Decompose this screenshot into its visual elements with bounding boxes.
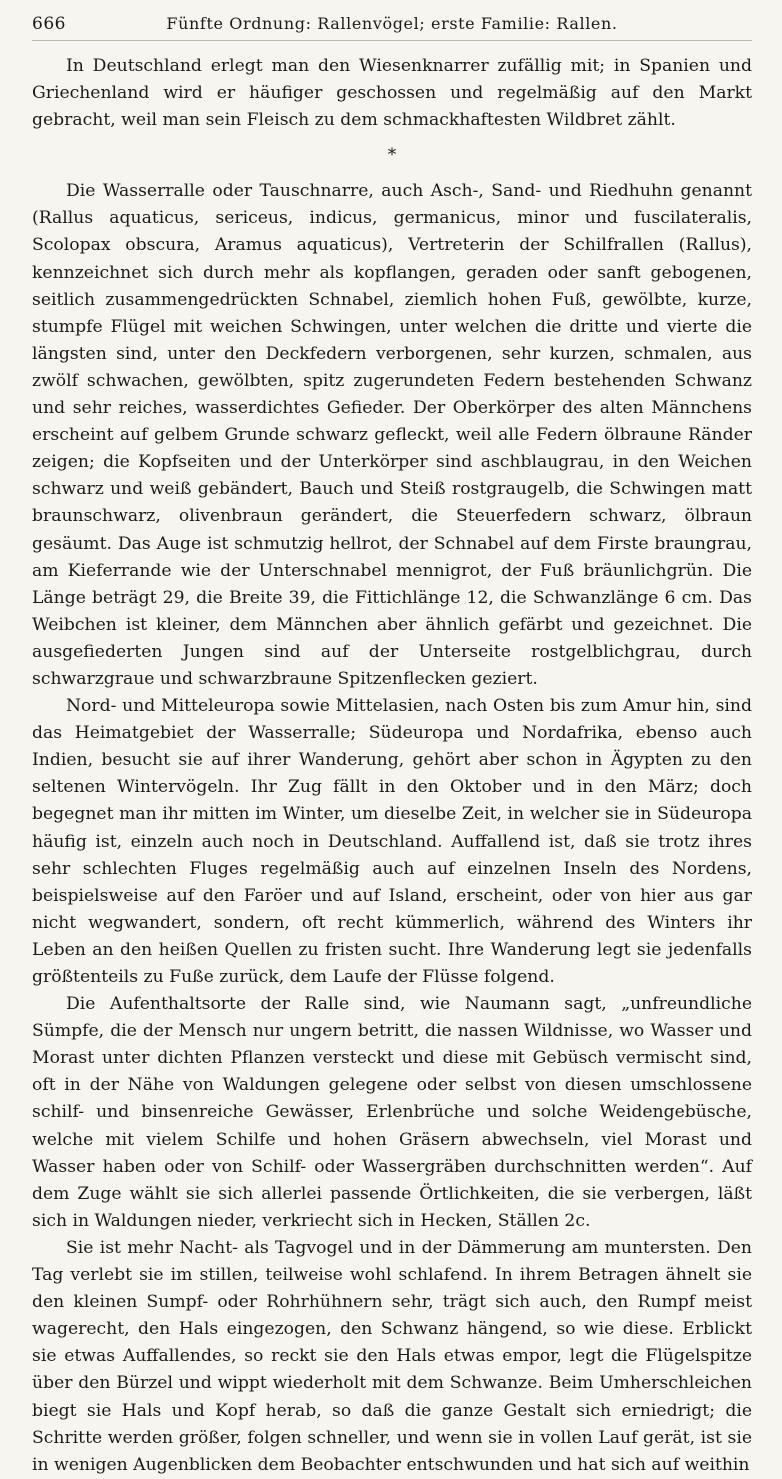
paragraph-habitat: Die Aufenthaltsorte der Ralle sind, wie Naumann sagt, „unfreundliche Sümpfe, die der Mensch nur ungern betritt, die nassen Wildnisse, wo Wasser und Morast unter dichten Pflanzen versteckt und diese mit Gebüsch vermischt sind, oft in der Nähe von Waldungen gelegene oder selbst von diesen umschlossene schilf- und binsenreiche Gewässer, Erlenbrüche und solche Weidengebüsche, welche mit vielem Schilfe und hohen Gräsern abwechseln, viel Morast und Wasser haben oder von Schilf- oder Wassergräben durchschnitten werden“. Auf dem Zuge wählt sie sich allerlei passende Örtlichkeiten, die sie verbergen, läßt sich in Waldungen nieder, verkriecht sich in Hecken, Ställen 2c. [32,994,752,1231]
page-header [32,14,752,41]
running-head: Fünfte Ordnung: Rallenvögel; erste Familie: Rallen. [166,14,618,33]
paragraph-description: Die Wasserralle oder Tauschnarre, auch Asch-, Sand- und Riedhuhn genannt (Rallus aquaticus, sericeus, indicus, germanicus, minor und fuscilateralis, Scolopax obscura, Aramus aquaticus), Vertreterin der Schilfrallen (Rallus), kennzeichnet sich durch mehr als kopflangen, geraden oder sanft gebogenen, seitlich zusammengedrückten Schnabel, ziemlich hohen Fuß, gewölbte, kurze, stumpfe Flügel mit weichen Schwingen, unter welchen die dritte und vierte die längsten sind, unter den Deckfedern verborgenen, sehr kurzen, schmalen, aus zwölf schwachen, gewölbten, spitz zugerundeten Federn bestehenden Schwanz und sehr reiches, wasserdichtes Gefieder. Der Oberkörper des alten Männchens erscheint auf gelbem Grunde schwarz gefleckt, weil alle Federn ölbraune Ränder zeigen; die Kopfseiten und der Unterkörper sind aschblaugrau, in den Weichen schwarz und weiß gebändert, Bauch und Steiß rostgraugelb, die Schwingen matt braunschwarz, olivenbraun gerändert, die Steuerfedern schwarz, ölbraun gesäumt. Das Auge ist schmutzig hellrot, der Schnabel auf dem Firste braungrau, am Kieferrande wie der Unterschnabel mennigrot, der Fuß bräunlichgrün. Die Länge beträgt 29, die Breite 39, die Fittichlänge 12, die Schwanzlänge 6 cm. Das Weibchen ist kleiner, dem Männchen aber ähnlich gefärbt und gezeichnet. Die ausgefiederten Jungen sind auf der Unterseite rostgelblichgrau, durch schwarzgraue und schwarzbraune Spitzenflecken geziert. [32,181,752,689]
section-separator: * [387,145,397,166]
paragraph-behavior: Sie ist mehr Nacht- als Tagvogel und in der Dämmerung am muntersten. Den Tag verlebt sie im stillen, teilweise wohl schlafend. In ihrem Betragen ähnelt sie den kleinen Sumpf- oder Rohrhühnern sehr, trägt sich auch, den Rumpf meist wagerecht, den Hals eingezogen, den Schwanz hängend, so wie diese. Erblickt sie etwas Auffallendes, so reckt sie den Hals etwas empor, legt die Flügelspitze über den Bürzel und wippt wiederholt mit dem Schwanze. Beim Umherschleichen biegt sie Hals und Kopf herab, so daß die ganze Gestalt sich erniedrigt; die Schritte werden größer, folgen schneller, und wenn sie in vollen Lauf gerät, ist sie in wenigen Augenblicken dem Beobachter entschwunden und hat sich auf weithin [32,1237,752,1475]
paragraph-distribution: Nord- und Mitteleuropa sowie Mittelasien, nach Osten bis zum Amur hin, sind das Heimatgebiet der Wasserralle; Südeuropa und Nordafrika, ebenso auch Indien, besucht sie auf ihrer Wanderung, gehört aber schon in Ägypten zu den seltenen Wintervögeln. Ihr Zug fällt in den Oktober und in den März; doch begegnet man ihr mitten im Winter, um dieselbe Zeit, in welcher sie in Südeuropa häufig ist, einzeln auch noch in Deutschland. Auffallend ist, daß sie trotz ihres sehr schlechten Fluges regelmäßig auch auf einzelnen Inseln des Nordens, beispielsweise auf den Faröer und auf Island, erscheint, oder von hier aus gar nicht wegwandert, sondern, oft recht kümmerlich, während des Winters ihr Leben an den heißen Quellen zu fristen sucht. Ihre Wanderung legt sie jedenfalls größtenteils zu Fuße zurück, dem Laufe der Flüsse folgend. [32,696,752,987]
paragraph-intro: In Deutschland erlegt man den Wiesenknarrer zufällig mit; in Spanien und Griechenland wird er häufiger geschossen und regelmäßig auf den Markt gebracht, weil man sein Fleisch zu dem schmackhaftesten Wildbret zählt. [32,56,752,131]
page-number: 666 [32,14,66,34]
